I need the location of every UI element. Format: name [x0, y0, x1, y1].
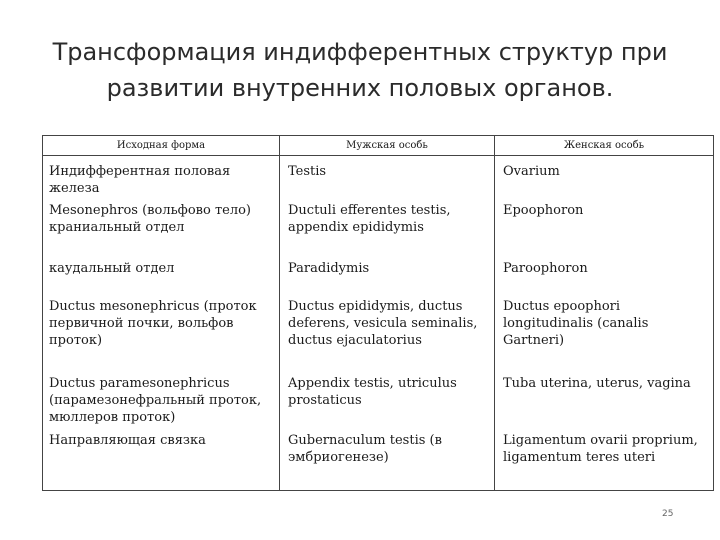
cell-male-paramesonephric-duct: Appendix testis, utriculus prostaticus — [288, 376, 457, 408]
cell-female-gonad: Ovarium — [503, 164, 560, 179]
slide-title: Трансформация индифферентных структур при развитии внутренних половых органов. — [52, 38, 668, 102]
page-number: 25 — [662, 509, 674, 519]
column-divider — [494, 136, 495, 490]
cell-female-gubernaculum: Ligamentum ovarii proprium, ligamentum teres uteri — [503, 433, 698, 465]
cell-male-gonad: Testis — [288, 164, 327, 179]
column-divider — [279, 136, 280, 490]
header-male: Мужская особь — [346, 140, 428, 151]
cell-original-mesonephros: Mesonephros (вольфово тело) краниальный отдел — [49, 203, 251, 235]
transformation-table — [42, 135, 714, 491]
header-female: Женская особь — [563, 140, 645, 151]
cell-male-mesonephric-duct: Ductus epididymis, ductus deferens, vesicula seminalis, ductus ejaculatorius — [288, 299, 478, 348]
cell-original-paramesonephric-duct: Ductus paramesonephricus (парамезонефральный проток, мюллеров проток) — [49, 376, 262, 425]
cell-original-gubernaculum: Направляющая связка — [49, 433, 206, 448]
cell-male-mesonephros: Ductuli efferentes testis, appendix epididymis — [288, 203, 451, 235]
header-divider — [43, 155, 713, 156]
cell-original-mesonephric-duct: Ductus mesonephricus (проток первичной почки, вольфов проток) — [49, 299, 257, 348]
cell-female-mesonephric-duct: Ductus epoophori longitudinalis (canalis Gartneri) — [503, 299, 649, 348]
header-original-form: Исходная форма — [116, 140, 206, 151]
cell-female-caudal: Paroophoron — [503, 261, 588, 276]
cell-male-caudal: Paradidymis — [288, 261, 370, 276]
cell-original-caudal: каудальный отдел — [49, 261, 175, 276]
cell-female-mesonephros: Epoophoron — [503, 203, 584, 218]
cell-original-gonad: Индифферентная половая железа — [49, 164, 231, 196]
cell-female-paramesonephric-duct: Tuba uterina, uterus, vagina — [503, 376, 691, 391]
cell-male-gubernaculum: Gubernaculum testis (в эмбриогенезе) — [288, 433, 442, 465]
